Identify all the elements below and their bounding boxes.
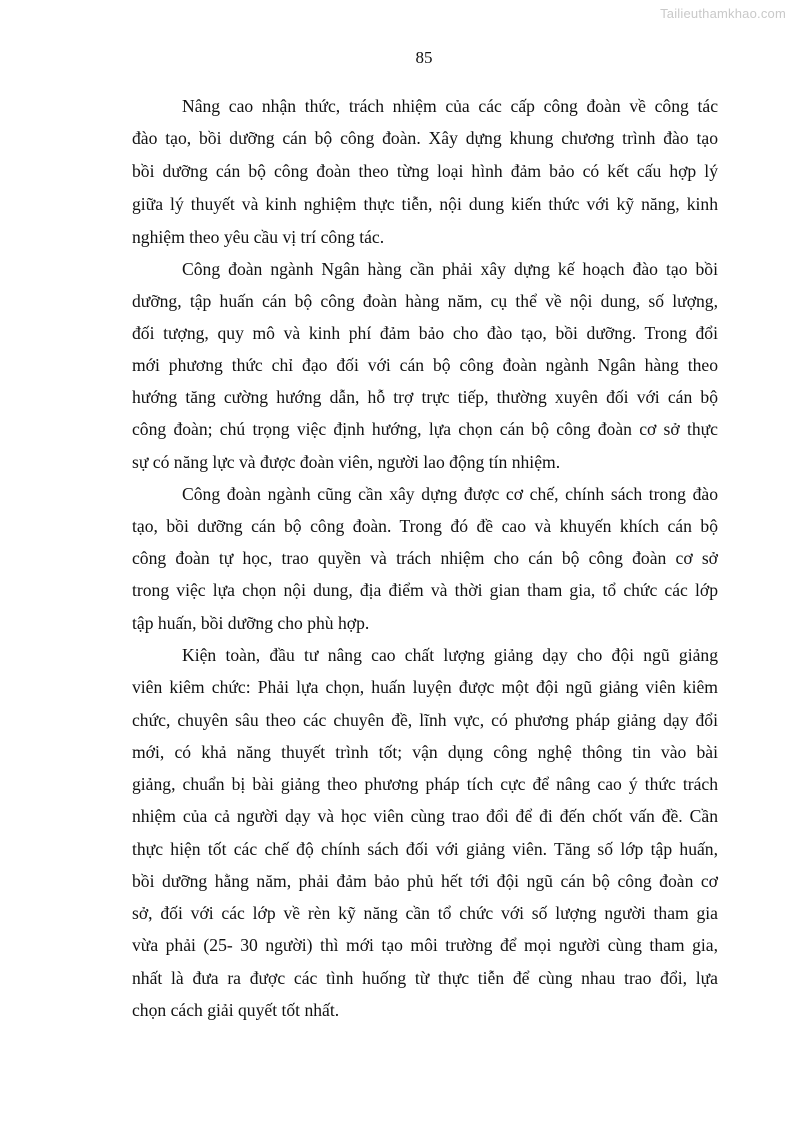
- text-line: đào tạo, bồi dưỡng cán bộ công đoàn. Xây dựng khung chương trình đào tạo: [132, 128, 718, 148]
- text-line: chức, chuyên sâu theo các chuyên đề, lĩnh vực, có phương pháp giảng dạy đổi: [132, 710, 718, 730]
- text-line: nhiệm của cả người dạy và học viên cùng trao đổi để đi đến chốt vấn đề. Cần: [132, 806, 718, 826]
- text-line: giữa lý thuyết và kinh nghiệm thực tiễn, nội dung kiến thức với kỹ năng, kinh: [132, 194, 718, 214]
- text-line: viên kiêm chức: Phải lựa chọn, huấn luyện được một đội ngũ giảng viên kiêm: [132, 677, 718, 697]
- text-line: dưỡng, tập huấn cán bộ công đoàn hàng năm, cụ thể về nội dung, số lượng,: [132, 291, 718, 311]
- text-line: Công đoàn ngành Ngân hàng cần phải xây dựng kế hoạch đào tạo bồi: [182, 259, 718, 279]
- text-line: mới phương thức chỉ đạo đối với cán bộ công đoàn ngành Ngân hàng theo: [132, 355, 718, 375]
- text-line: tạo, bồi dưỡng cán bộ công đoàn. Trong đó đề cao và khuyến khích cán bộ: [132, 516, 718, 536]
- text-line: nghiệm theo yêu cầu vị trí công tác.: [132, 227, 385, 247]
- text-line: công đoàn tự học, trao quyền và trách nhiệm cho cán bộ công đoàn cơ sở: [132, 548, 718, 568]
- text-line: thực hiện tốt các chế độ chính sách đối với giảng viên. Tăng số lớp tập huấn,: [132, 839, 718, 859]
- text-line: bồi dưỡng hằng năm, phải đảm bảo phủ hết tới đội ngũ cán bộ công đoàn cơ: [132, 871, 718, 891]
- text-line: đối tượng, quy mô và kinh phí đảm bảo cho đào tạo, bồi dưỡng. Trong đổi: [132, 323, 718, 343]
- text-line: giảng, chuẩn bị bài giảng theo phương pháp tích cực để nâng cao ý thức trách: [132, 774, 718, 794]
- text-line: nhất là đưa ra được các tình huống từ thực tiễn để cùng nhau trao đổi, lựa: [132, 968, 718, 988]
- text-line: sự có năng lực và được đoàn viên, người lao động tín nhiệm.: [132, 452, 561, 472]
- text-line: Nâng cao nhận thức, trách nhiệm của các cấp công đoàn về công tác: [182, 96, 718, 116]
- watermark: Tailieuthamkhao.com: [660, 6, 786, 21]
- text-line: trong việc lựa chọn nội dung, địa điểm và thời gian tham gia, tổ chức các lớp: [132, 580, 718, 600]
- text-line: vừa phải (25- 30 người) thì mới tạo môi trường để mọi người cùng tham gia,: [132, 935, 718, 955]
- page-number: 85: [415, 48, 433, 67]
- text-line: chọn cách giải quyết tốt nhất.: [132, 1000, 340, 1020]
- text-line: mới, có khả năng thuyết trình tốt; vận dụng công nghệ thông tin vào bài: [132, 742, 718, 762]
- text-line: Kiện toàn, đầu tư nâng cao chất lượng giảng dạy cho đội ngũ giảng: [182, 645, 718, 665]
- text-line: Công đoàn ngành cũng cần xây dựng được cơ chế, chính sách trong đào: [182, 484, 718, 504]
- text-line: hướng tăng cường hướng dẫn, hỗ trợ trực tiếp, thường xuyên đối với cán bộ: [132, 387, 718, 407]
- text-line: công đoàn; chú trọng việc định hướng, lựa chọn cán bộ công đoàn cơ sở thực: [132, 419, 718, 439]
- text-line: sở, đối với các lớp về rèn kỹ năng cần tổ chức với số lượng người tham gia: [132, 903, 718, 923]
- text-line: tập huấn, bồi dưỡng cho phù hợp.: [132, 613, 370, 633]
- text-line: bồi dưỡng cán bộ công đoàn theo từng loại hình đảm bảo có kết cấu hợp lý: [132, 161, 718, 181]
